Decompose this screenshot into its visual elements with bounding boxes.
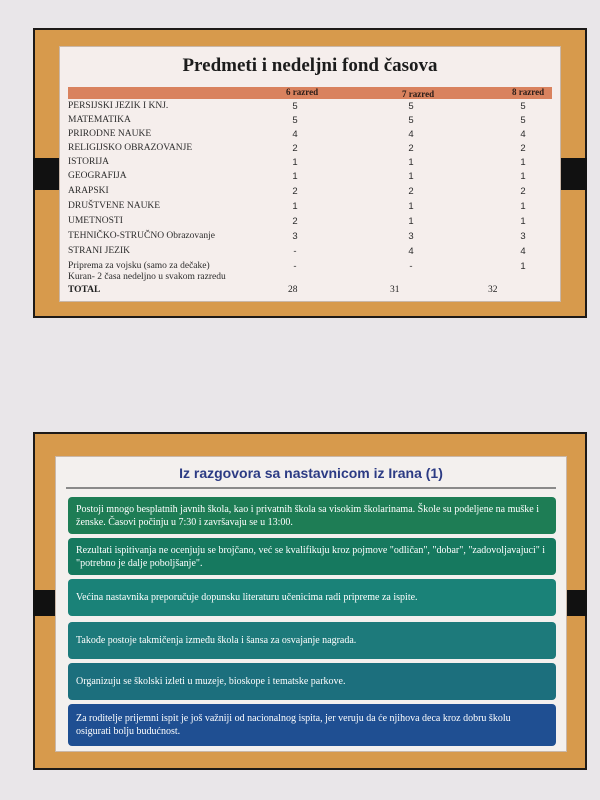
table-row [68, 171, 552, 185]
table-row [68, 129, 552, 143]
side-bar-left [33, 158, 61, 190]
subject-name: UMETNOSTI [68, 216, 123, 226]
value-8: 3 [520, 231, 526, 242]
header-7-razred: 7 razred [402, 89, 435, 99]
info-box [68, 622, 556, 659]
table-row [68, 201, 552, 215]
value-7: 4 [408, 129, 414, 140]
value-7: 5 [408, 115, 414, 126]
info-box [68, 663, 556, 700]
table-row [68, 216, 552, 230]
subject-name: STRANI JEZIK [68, 246, 131, 256]
subject-name: PRIRODNE NAUKE [68, 129, 152, 139]
subjects-panel [59, 46, 561, 302]
total-label: TOTAL [68, 285, 101, 295]
value-7: 1 [408, 157, 414, 168]
value-8: 1 [520, 201, 526, 212]
side-bar-right [559, 158, 587, 190]
value-6: 2 [292, 216, 298, 227]
value-8: 2 [520, 143, 526, 154]
info-text: Za roditelje prijemni ispit je još važniji od nacionalnog ispita, jer veruju da će njihova deca kroz dobru školu osigurati bolju budućnost. [76, 713, 511, 737]
info-box [68, 579, 556, 616]
interview-panel [55, 456, 567, 752]
subject-name: DRUŠTVENE NAUKE [68, 201, 161, 211]
slide-subjects [33, 28, 587, 318]
value-6: 4 [292, 129, 298, 140]
table-row [68, 272, 552, 286]
slide2-title: Iz razgovora sa nastavnicom iz Irana (1) [179, 465, 443, 481]
value-6: 5 [292, 101, 298, 112]
value-6: 5 [292, 115, 298, 126]
value-7: 5 [408, 101, 414, 112]
info-text: Rezultati ispitivanja ne ocenjuju se brojčano, već se kvalifikuju kroz pojmove "odličan", "dobar", "zadovoljavajuci" i "potrebno je dalje poboljšanje". [76, 544, 546, 569]
total-6: 28 [288, 285, 298, 295]
total-row [68, 285, 552, 299]
info-box [68, 497, 556, 534]
title-underline [66, 487, 556, 489]
value-6: - [293, 261, 297, 272]
value-7: 1 [408, 216, 414, 227]
subject-name: GEOGRAFIJA [68, 171, 127, 181]
value-7: 1 [408, 201, 414, 212]
value-7: 2 [408, 186, 414, 197]
subject-name: RELIGIJSKO OBRAZOVANJE [68, 143, 193, 153]
value-7: 4 [408, 246, 414, 257]
value-7: - [409, 261, 413, 272]
total-7: 31 [390, 285, 400, 295]
info-text: Postoji mnogo besplatnih javnih škola, kao i privatnih škola sa visokim školarinama. Škole su podeljene na muške i ženske. Časovi počinju u 7:30 i završavaju se u 13:00. [76, 503, 539, 528]
value-6: 1 [292, 157, 298, 168]
info-box [68, 704, 556, 746]
table-row [68, 231, 552, 245]
value-6: 3 [292, 231, 298, 242]
info-text: Organizuju se školski izleti u muzeje, bioskope i tematske parkove. [76, 676, 346, 687]
value-8: 2 [520, 186, 526, 197]
value-6: - [293, 246, 297, 257]
subject-name: PERSIJSKI JEZIK I KNJ. [68, 101, 169, 111]
slide1-title: Predmeti i nedeljni fond časova [182, 55, 438, 76]
value-6: 2 [292, 143, 298, 154]
value-7: 1 [408, 171, 414, 182]
subject-name: TEHNIČKO-STRUČNO Obrazovanje [68, 231, 215, 241]
value-7: 2 [408, 143, 414, 154]
info-text: Većina nastavnika preporučuje dopunsku literaturu učenicima radi pripreme za ispite. [76, 592, 418, 603]
value-8: 1 [520, 157, 526, 168]
subject-name: MATEMATIKA [68, 115, 131, 125]
value-8: 1 [520, 261, 526, 272]
table-row [68, 157, 552, 171]
value-6: 1 [292, 171, 298, 182]
subject-name: ISTORIJA [68, 157, 109, 167]
table-row [68, 101, 552, 115]
info-box [68, 538, 556, 575]
subject-name: Priprema za vojsku (samo za dečake) [68, 261, 210, 271]
table-row [68, 186, 552, 200]
value-7: 3 [408, 231, 414, 242]
header-6-razred: 6 razred [286, 87, 319, 97]
slide-interview [33, 432, 587, 770]
table-row [68, 246, 552, 260]
table-row [68, 115, 552, 129]
table-row [68, 143, 552, 157]
value-8: 5 [520, 115, 526, 126]
value-8: 1 [520, 171, 526, 182]
subject-name: ARAPSKI [68, 186, 109, 196]
value-6: 2 [292, 186, 298, 197]
value-8: 4 [520, 246, 526, 257]
header-8-razred: 8 razred [512, 87, 545, 97]
value-8: 5 [520, 101, 526, 112]
subject-name: Kuran- 2 časa nedeljno u svakom razredu [68, 272, 226, 282]
value-8: 1 [520, 216, 526, 227]
total-8: 32 [488, 285, 498, 295]
value-8: 4 [520, 129, 526, 140]
info-text: Takođe postoje takmičenja između škola i šansa za osvajanje nagrada. [76, 635, 357, 646]
value-6: 1 [292, 201, 298, 212]
